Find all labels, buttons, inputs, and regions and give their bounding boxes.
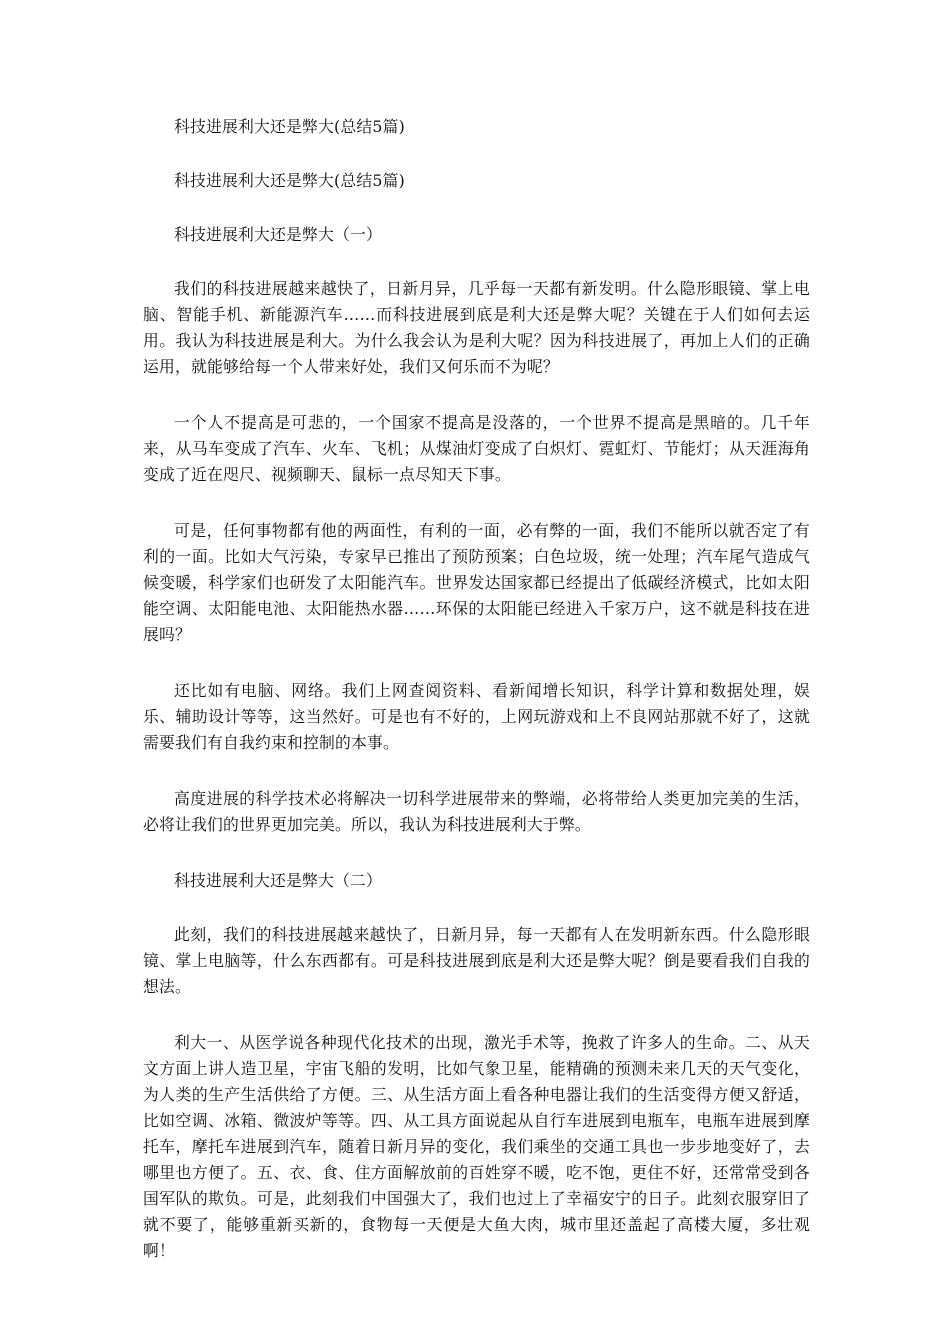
document-page [143, 114, 810, 1294]
section-1-heading: 科技进展利大还是弊大（一） [174, 225, 382, 244]
paragraph: 高度进展的科学技术必将解决一切科学进展带来的弊端，必将带给人类更加完美的生活，必将让我们的世界更加完美。所以，我认为科技进展利大于弊。 [143, 789, 810, 834]
document-title: 科技进展利大还是弊大(总结5篇) [174, 117, 405, 136]
paragraph: 利大一、从医学说各种现代化技术的出现，激光手术等，挽救了许多人的生命。二、从天文方面上讲人造卫星，宇宙飞船的发明，比如气象卫星，能精确的预测未来几天的天气变化，为人类的生产生活供给了方便。三、从生活方面上看各种电器让我们的生活变得方便又舒适，比如空调、冰箱、微波炉等等。四、从工具方面说起从自行车进展到电瓶车，电瓶车进展到摩托车，摩托车进展到汽车，随着日新月异的变化，我们乘坐的交通工具也一步步地变好了，去哪里也方便了。五、衣、食、住方面解放前的百姓穿不暖，吃不饱，更住不好，还常常受到各国军队的欺负。可是，此刻我们中国强大了，我们也过上了幸福安宁的日子。此刻衣服穿旧了就不要了，能够重新买新的，食物每一天便是大鱼大肉，城市里还盖起了高楼大厦，多壮观啊！ [143, 1033, 810, 1260]
paragraph: 我们的科技进展越来越快了，日新月异，几乎每一天都有新发明。什么隐形眼镜、掌上电脑、智能手机、新能源汽车……而科技进展到底是利大还是弊大呢？关键在于人们如何去运用。我认为科技进展是利大。为什么我会认为是利大呢？因为科技进展了，再加上人们的正确运用，就能够给每一个人带来好处，我们又何乐而不为呢？ [143, 279, 810, 376]
paragraph: 还比如有电脑、网络。我们上网查阅资料、看新闻增长知识，科学计算和数据处理，娱乐、辅助设计等等，这当然好。可是也有不好的，上网玩游戏和上不良网站那就不好了，这就需要我们有自我约束和控制的本事。 [143, 681, 810, 752]
paragraph: 可是，任何事物都有他的两面性，有利的一面，必有弊的一面，我们不能所以就否定了有利的一面。比如大气污染，专家早已推出了预防预案；白色垃圾，统一处理；汽车尾气造成气候变暖，科学家们也研发了太阳能汽车。世界发达国家都已经提出了低碳经济模式，比如太阳能空调、太阳能电池、太阳能热水器……环保的太阳能已经进入千家万户，这不就是科技在进展吗？ [143, 521, 810, 644]
section-2-heading: 科技进展利大还是弊大（二） [174, 871, 382, 890]
paragraph: 此刻，我们的科技进展越来越快了，日新月异，每一天都有人在发明新东西。什么隐形眼镜、掌上电脑等，什么东西都有。可是科技进展到底是利大还是弊大呢？倒是要看我们自我的想法。 [143, 925, 810, 996]
paragraph: 一个人不提高是可悲的，一个国家不提高是没落的，一个世界不提高是黑暗的。几千年来，从马车变成了汽车、火车、飞机；从煤油灯变成了白炽灯、霓虹灯、节能灯；从天涯海角变成了近在咫尺、视频聊天、鼠标一点尽知天下事。 [143, 413, 810, 484]
document-subtitle: 科技进展利大还是弊大(总结5篇) [174, 171, 405, 190]
